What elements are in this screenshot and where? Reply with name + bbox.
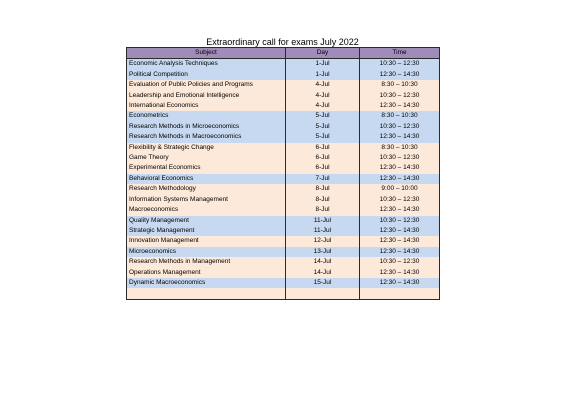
cell-subject: Behavioral Economics [127,174,286,184]
column-header-subject: Subject [127,48,286,59]
table-row [127,205,440,215]
cell-day: 6-Jul [286,143,360,153]
cell-day: 12-Jul [286,236,360,246]
table-row [127,278,440,288]
cell-subject: Experimental Economics [127,163,286,173]
table-row [127,247,440,257]
cell-time: 12:30 – 14:30 [360,226,440,236]
cell-day: 1-Jul [286,70,360,80]
cell-subject: Operations Management [127,268,286,278]
table-row [127,80,440,90]
cell-subject: Research Methods in Management [127,257,286,267]
cell-day: 1-Jul [286,59,360,70]
cell-day: 14-Jul [286,268,360,278]
cell-time: 10:30 – 12:30 [360,195,440,205]
cell-time: 10:30 – 12:30 [360,257,440,267]
table-row [127,59,440,70]
cell-time [360,288,440,299]
cell-time: 9:00 – 10:00 [360,184,440,194]
table-row [127,91,440,101]
table-row [127,216,440,226]
cell-subject: Microeconomics [127,247,286,257]
cell-time: 12:30 – 14:30 [360,163,440,173]
cell-subject: Innovation Management [127,236,286,246]
cell-time: 12:30 – 14:30 [360,236,440,246]
cell-time: 12:30 – 14:30 [360,70,440,80]
table-row [127,143,440,153]
cell-day: 11-Jul [286,226,360,236]
cell-time: 10:30 – 12:30 [360,59,440,70]
cell-time: 12:30 – 14:30 [360,132,440,142]
cell-subject: Economic Analysis Techniques [127,59,286,70]
cell-time: 12:30 – 14:30 [360,101,440,111]
column-header-day: Day [286,48,360,59]
cell-time: 12:30 – 14:30 [360,268,440,278]
cell-subject: Quality Management [127,216,286,226]
table-row [127,236,440,246]
cell-subject: Econometrics [127,111,286,121]
table-row [127,195,440,205]
cell-subject: Research Methods in Macroeconomics [127,132,286,142]
cell-day: 5-Jul [286,122,360,132]
cell-time: 8:30 – 10:30 [360,80,440,90]
cell-day [286,288,360,299]
cell-day: 5-Jul [286,132,360,142]
cell-subject: Flexibility & Strategic Change [127,143,286,153]
table-row [127,111,440,121]
table-row [127,184,440,194]
cell-time: 12:30 – 14:30 [360,247,440,257]
table-row [127,163,440,173]
cell-day: 6-Jul [286,153,360,163]
table-row [127,268,440,278]
exam-schedule-table [126,47,440,300]
header-row [127,48,440,59]
table-row [127,174,440,184]
cell-day: 4-Jul [286,101,360,111]
table-row [127,257,440,267]
cell-subject: Research Methodology [127,184,286,194]
table-row [127,153,440,163]
cell-time: 8:30 – 10:30 [360,143,440,153]
cell-day: 11-Jul [286,216,360,226]
cell-subject: Strategic Management [127,226,286,236]
cell-subject: Leadership and Emotional Intelligence [127,91,286,101]
cell-day: 14-Jul [286,257,360,267]
cell-subject: International Economics [127,101,286,111]
cell-time: 10:30 – 12:30 [360,122,440,132]
cell-time: 8:30 – 10:30 [360,111,440,121]
cell-day: 6-Jul [286,163,360,173]
cell-day: 8-Jul [286,195,360,205]
cell-subject: Dynamic Macroeconomics [127,278,286,288]
table-body [127,59,440,299]
table-row [127,288,440,299]
cell-time: 10:30 – 12:30 [360,216,440,226]
table-row [127,122,440,132]
table-row [127,226,440,236]
cell-subject: Research Methods in Microeconomics [127,122,286,132]
cell-day: 5-Jul [286,111,360,121]
cell-subject: Political Competition [127,70,286,80]
cell-day: 7-Jul [286,174,360,184]
cell-subject: Game Theory [127,153,286,163]
cell-subject: Macroeconomics [127,205,286,215]
cell-day: 15-Jul [286,278,360,288]
column-header-time: Time [360,48,440,59]
cell-time: 10:30 – 12:30 [360,153,440,163]
table-row [127,101,440,111]
cell-day: 4-Jul [286,91,360,101]
cell-day: 8-Jul [286,184,360,194]
cell-time: 10:30 – 12:30 [360,91,440,101]
cell-subject [127,288,286,299]
cell-day: 13-Jul [286,247,360,257]
cell-subject: Evaluation of Public Policies and Programs [127,80,286,90]
cell-day: 4-Jul [286,80,360,90]
cell-day: 8-Jul [286,205,360,215]
cell-time: 12:30 – 14:30 [360,278,440,288]
table-row [127,132,440,142]
cell-time: 12:30 – 14:30 [360,205,440,215]
cell-time: 12:30 – 14:30 [360,174,440,184]
table-row [127,70,440,80]
document-title: Extraordinary call for exams July 2022 [206,37,359,47]
cell-subject: Information Systems Management [127,195,286,205]
